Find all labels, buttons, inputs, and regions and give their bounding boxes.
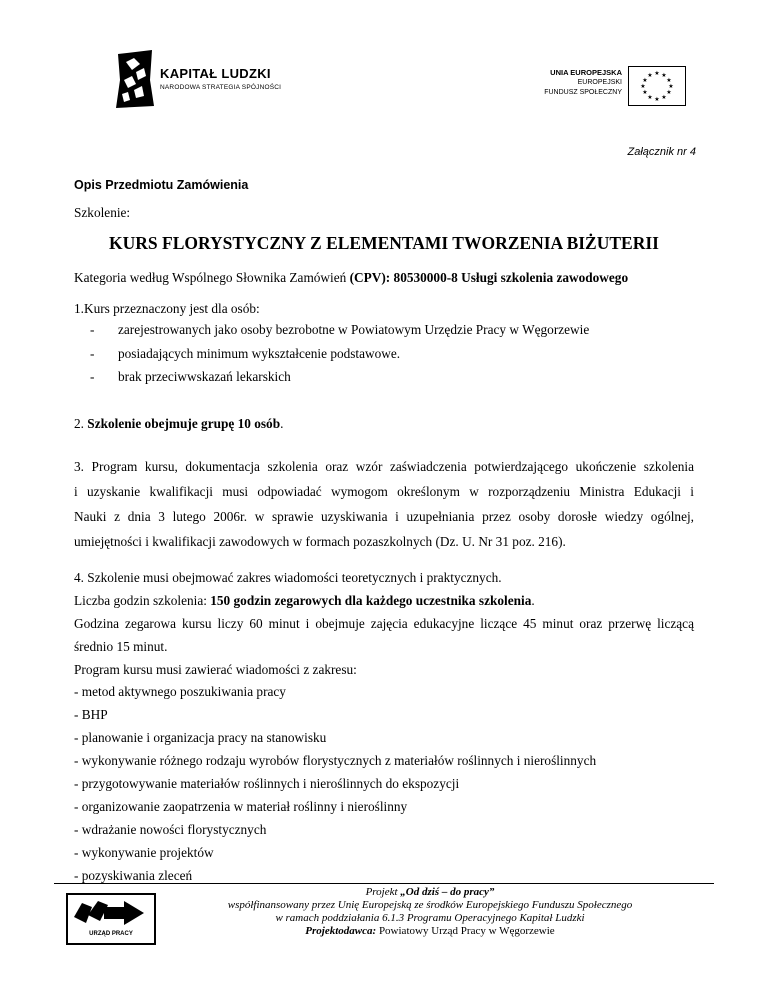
list-item-dash: - xyxy=(90,322,95,337)
list-item-dash: - xyxy=(90,369,95,384)
section2-group-size xyxy=(74,416,283,432)
footer-applicant-label: Projektodawca: xyxy=(305,925,377,937)
section3-line: 3. Program kursu, dokumentacja szkolenia oraz wzór zaświadczenia potwierdzającego ukończenie szkolenia xyxy=(74,459,694,474)
eu-line3: FUNDUSZ SPOŁECZNY xyxy=(544,89,622,96)
footer-subaction-line: w ramach poddziałania 6.1.3 Programu Operacyjnego Kapitał Ludzki xyxy=(275,912,585,924)
section3-line: umiejętności i kwalifikacji zawodowych w formach pozaszkolnych (Dz. U. Nr 31 poz. 216). xyxy=(74,534,566,549)
program-item: - wdrażanie nowości florystycznych xyxy=(74,822,267,837)
hours-suffix: . xyxy=(531,593,535,608)
svg-text:★: ★ xyxy=(666,89,672,96)
svg-text:★: ★ xyxy=(640,83,646,90)
svg-text:★: ★ xyxy=(642,77,648,84)
program-item: - organizowanie zaopatrzenia w materiał roślinny i nieroślinny xyxy=(74,799,408,814)
attachment-label: Załącznik nr 4 xyxy=(627,146,696,158)
hours-prefix: Liczba godzin szkolenia: xyxy=(74,593,211,608)
footer-project-prefix: Projekt xyxy=(365,886,401,898)
footer-applicant-line xyxy=(160,925,700,938)
svg-text:★: ★ xyxy=(661,94,667,101)
kapital-ludzki-subtitle: NARODOWA STRATEGIA SPÓJNOŚCI xyxy=(160,84,282,91)
svg-text:★: ★ xyxy=(668,83,674,90)
list-item: zarejestrowanych jako osoby bezrobotne w Powiatowym Urzędzie Pracy w Węgorzewie xyxy=(118,322,590,337)
urzad-pracy-label: URZĄD PRACY xyxy=(89,931,133,937)
svg-text:★: ★ xyxy=(647,94,653,101)
section3-line: i uzyskanie kwalifikacji musi odpowiadać wymogom określonym w rozporządzeniu Ministra Edukacji i xyxy=(74,484,694,499)
program-item: - wykonywanie różnego rodzaju wyrobów florystycznych z materiałów roślinnych i nieroślinnych xyxy=(74,753,597,768)
program-item: - BHP xyxy=(74,707,108,722)
doc-title: Opis Przedmiotu Zamówienia xyxy=(74,178,249,192)
eu-flag-icon xyxy=(628,66,686,106)
svg-text:★: ★ xyxy=(642,89,648,96)
hours-bold: 150 godzin zegarowych dla każdego uczestnika szkolenia xyxy=(210,593,532,608)
list-item: brak przeciwwskazań lekarskich xyxy=(118,369,291,384)
eu-logo xyxy=(508,66,688,110)
footer-divider xyxy=(54,883,714,884)
program-item: - planowanie i organizacja pracy na stanowisku xyxy=(74,730,327,745)
kapital-ludzki-title: KAPITAŁ LUDZKI xyxy=(160,66,271,81)
section2-suffix: . xyxy=(280,416,284,431)
section3-line: Nauki z dnia 3 lutego 2006r. w sprawie uzyskiwania i uzupełniania przez osoby dorosłe wiedzy ogólnej, xyxy=(74,509,694,524)
program-item: - metod aktywnego poszukiwania pracy xyxy=(74,684,286,699)
urzad-pracy-logo xyxy=(66,893,156,945)
program-item: - wykonywanie projektów xyxy=(74,845,214,860)
training-label: Szkolenie: xyxy=(74,205,131,220)
course-title: KURS FLORYSTYCZNY Z ELEMENTAMI TWORZENIA BIŻUTERII xyxy=(109,233,659,253)
kapital-ludzki-logo xyxy=(112,50,292,110)
section4-hours xyxy=(74,593,535,609)
section2-bold: Szkolenie obejmuje grupę 10 osób xyxy=(87,416,281,431)
hour-definition-line: Godzina zegarowa kursu liczy 60 minut i obejmuje zajęcia edukacyjne liczące 45 minut oraz przerwę liczącą xyxy=(74,616,694,631)
cpv-code: (CPV): 80530000-8 Usługi szkolenia zawodowego xyxy=(349,270,629,285)
program-item: - przygotowywanie materiałów roślinnych i nieroślinnych do ekspozycji xyxy=(74,776,460,791)
program-intro: Program kursu musi zawierać wiadomości z zakresu: xyxy=(74,662,357,677)
list-item: posiadających minimum wykształcenie podstawowe. xyxy=(118,346,401,361)
svg-text:★: ★ xyxy=(647,72,653,79)
footer-cofinanced-line: współfinansowany przez Unię Europejską ze środków Europejskiego Funduszu Społecznego xyxy=(227,899,633,911)
eu-line2: EUROPEJSKI xyxy=(577,79,622,86)
urzad-pracy-arrow-icon xyxy=(68,897,154,931)
section4-intro: 4. Szkolenie musi obejmować zakres wiadomości teoretycznych i praktycznych. xyxy=(74,570,502,585)
program-item: - pozyskiwania zleceń xyxy=(74,868,193,883)
cpv-category xyxy=(74,270,628,286)
footer-project-line xyxy=(160,886,700,899)
svg-text:★: ★ xyxy=(654,70,660,77)
svg-text:★: ★ xyxy=(666,77,672,84)
section2-prefix: 2. xyxy=(74,416,88,431)
cpv-prefix: Kategoria według Wspólnego Słownika Zamówień xyxy=(74,270,350,285)
hour-definition-line: średnio 15 minut. xyxy=(74,639,168,654)
section1-heading: 1.Kurs przeznaczony jest dla osób: xyxy=(74,301,260,316)
footer-applicant-name: Powiatowy Urząd Pracy w Węgorzewie xyxy=(376,925,555,937)
kapital-ludzki-emblem-icon xyxy=(112,50,156,108)
footer-project-name: „Od dziś – do pracy” xyxy=(400,886,495,898)
svg-text:★: ★ xyxy=(654,96,660,103)
list-item-dash: - xyxy=(90,346,95,361)
eu-title: UNIA EUROPEJSKA xyxy=(550,68,622,77)
svg-text:★: ★ xyxy=(661,72,667,79)
footer-text xyxy=(160,886,700,938)
